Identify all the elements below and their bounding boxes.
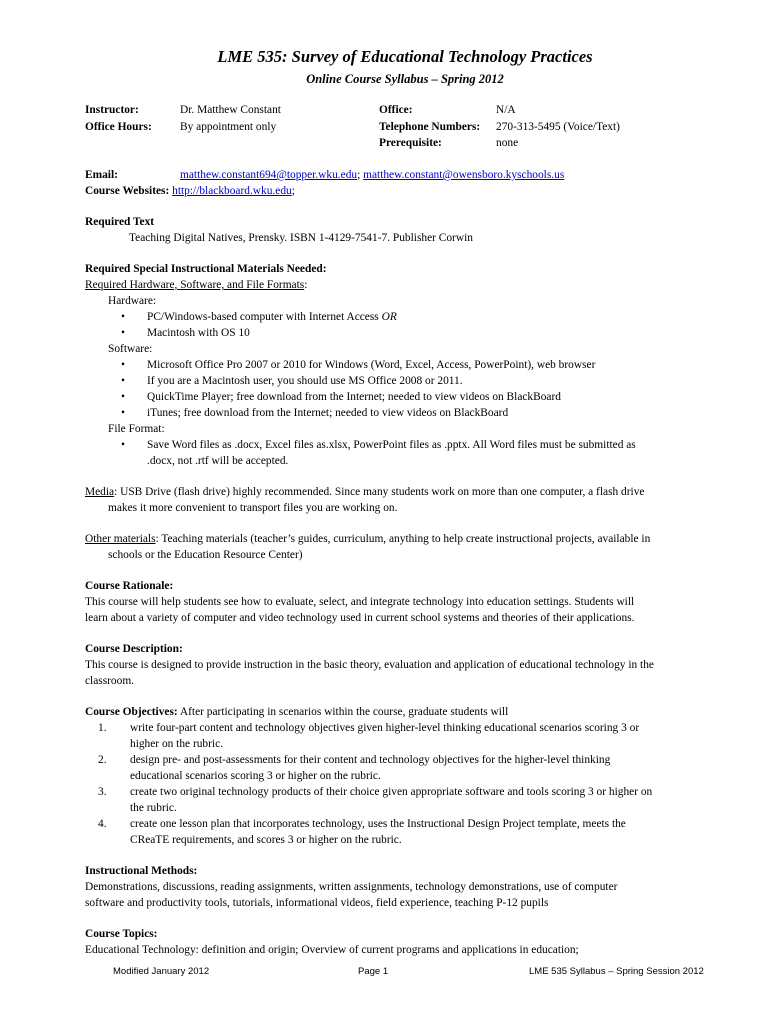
objective-line-1: create two original technology products of their choice given appropriate software and tools scoring 3 or higher on <box>130 786 653 798</box>
list-item: • Macintosh with OS 10 <box>121 325 725 341</box>
software-label: Software: <box>108 343 153 355</box>
required-text-body: Teaching Digital Natives, Prensky. ISBN 1-4129-7541-7. Publisher Corwin <box>129 232 473 244</box>
course-websites-row <box>85 183 725 199</box>
hardware-item-or: OR <box>381 311 397 323</box>
objective-line-2: CReaTE requirements, and scores 3 or higher on the rubric. <box>130 834 402 846</box>
objective-line-2: the rubric. <box>130 802 177 814</box>
prerequisite-label: Prerequisite: <box>379 137 442 149</box>
office-value: N/A <box>496 104 516 116</box>
blackboard-link[interactable]: http://blackboard.wku.edu <box>172 185 292 197</box>
telephone-label: Telephone Numbers: <box>379 121 481 133</box>
materials-section <box>85 261 725 469</box>
list-item <box>98 752 725 784</box>
methods-line-2: software and productivity tools, tutorials, informational videos, field experience, teaching P-12 pupils <box>85 897 549 909</box>
email-label: Email: <box>85 169 118 181</box>
objectives-intro: After participating in scenarios within the course, graduate students will <box>177 706 509 718</box>
topics-section <box>85 926 725 958</box>
instructor-label: Instructor: <box>85 104 139 116</box>
objectives-section <box>85 704 725 848</box>
objective-line-1: create one lesson plan that incorporates technology, uses the Instructional Design Project template, meets the <box>130 818 626 830</box>
rationale-heading: Course Rationale: <box>85 580 174 592</box>
materials-subheading: Required Hardware, Software, and File Formats <box>85 279 305 291</box>
document-subtitle: Online Course Syllabus – Spring 2012 <box>306 72 504 86</box>
file-format-label: File Format: <box>108 423 165 435</box>
office-hours-value: By appointment only <box>180 121 277 133</box>
objectives-heading: Course Objectives: <box>85 706 178 718</box>
website-suffix: ; <box>291 185 295 197</box>
list-item <box>98 816 725 848</box>
hardware-label: Hardware: <box>108 295 157 307</box>
media-line-2: makes it more convenient to transport files you are working on. <box>108 502 398 514</box>
file-format-list <box>85 437 725 469</box>
email-link-topper[interactable]: matthew.constant694@topper.wku.edu <box>180 169 358 181</box>
description-section <box>85 641 725 689</box>
objective-number: 2. <box>98 754 107 766</box>
software-list <box>85 357 725 421</box>
file-format-line-2: .docx, not .rtf will be accepted. <box>147 455 289 467</box>
objective-line-1: design pre- and post-assessments for their content and technology objectives for the higher-level thinking <box>130 754 611 766</box>
methods-line-1: Demonstrations, discussions, reading assignments, written assignments, technology demonstrations, use of computer <box>85 881 618 893</box>
prerequisite-value: none <box>496 137 519 149</box>
rationale-line-1: This course will help students see how to evaluate, select, and integrate technology into education settings. Students will <box>85 596 635 608</box>
description-line-1: This course is designed to provide instruction in the basic theory, evaluation and application of educational technology in the <box>85 659 654 671</box>
syllabus-page <box>85 46 725 958</box>
list-item <box>98 720 725 752</box>
footer-page-number: Page 1 <box>358 966 389 977</box>
objective-line-1: write four-part content and technology objectives given higher-level thinking educational scenarios scoring 3 or <box>130 722 640 734</box>
rationale-line-2: learn about a variety of computer and video technology used in current school systems and theories of their applications. <box>85 612 635 624</box>
file-format-line-1: • Save Word files as .docx, Excel files as.xlsx, PowerPoint files as .pptx. All Word files must be submitted as <box>147 439 636 451</box>
course-info-block <box>85 102 725 154</box>
required-text-heading: Required Text <box>85 216 155 228</box>
other-materials-label: Other materials <box>85 533 156 545</box>
methods-section <box>85 863 725 911</box>
email-link-owensboro[interactable]: matthew.constant@owensboro.kyschools.us <box>363 169 565 181</box>
list-item <box>121 309 725 325</box>
course-websites-label: Course Websites: <box>85 185 170 197</box>
materials-heading: Required Special Instructional Materials Needed: <box>85 263 327 275</box>
objective-number: 3. <box>98 786 107 798</box>
list-item <box>98 784 725 816</box>
rationale-section <box>85 578 725 626</box>
objective-number: 4. <box>98 818 107 830</box>
list-item <box>121 437 725 469</box>
footer-document-name: LME 535 Syllabus – Spring Session 2012 <box>529 966 704 977</box>
objectives-list <box>85 720 725 848</box>
objective-number: 1. <box>98 722 107 734</box>
page-footer <box>113 964 713 980</box>
description-heading: Course Description: <box>85 643 183 655</box>
other-materials-line-2: schools or the Education Resource Center) <box>108 549 303 561</box>
media-line-1: : USB Drive (flash drive) highly recommended. Since many students work on more than one computer, a flash drive <box>114 486 645 498</box>
list-item: • Microsoft Office Pro 2007 or 2010 for Windows (Word, Excel, Access, PowerPoint), web browser <box>121 357 725 373</box>
topics-line-1: Educational Technology: definition and origin; Overview of current programs and applications in education; <box>85 944 579 956</box>
materials-subheading-suffix: : <box>304 279 308 291</box>
office-hours-label: Office Hours: <box>85 121 152 133</box>
footer-modified-date: Modified January 2012 <box>113 966 210 977</box>
list-item: • iTunes; free download from the Internet; needed to view videos on BlackBoard <box>121 405 725 421</box>
hardware-list <box>85 309 725 341</box>
objective-line-2: higher on the rubric. <box>130 738 223 750</box>
other-materials-line-1: : Teaching materials (teacher’s guides, curriculum, anything to help create instructional projects, available in <box>155 533 651 545</box>
email-row <box>85 167 725 183</box>
document-title: LME 535: Survey of Educational Technology Practices <box>217 47 593 66</box>
instructor-value: Dr. Matthew Constant <box>180 104 281 116</box>
office-label: Office: <box>379 104 413 116</box>
list-item: • QuickTime Player; free download from the Internet; needed to view videos on BlackBoard <box>121 389 725 405</box>
email-separator: ; <box>357 169 364 181</box>
objective-line-2: educational scenarios scoring 3 or higher on the rubric. <box>130 770 381 782</box>
description-line-2: classroom. <box>85 675 135 687</box>
list-item: • If you are a Macintosh user, you should use MS Office 2008 or 2011. <box>121 373 725 389</box>
media-label: Media <box>85 486 115 498</box>
methods-heading: Instructional Methods: <box>85 865 198 877</box>
topics-heading: Course Topics: <box>85 928 158 940</box>
required-text-section <box>85 214 725 246</box>
hardware-item-pc: PC/Windows-based computer with Internet Access <box>147 311 382 323</box>
telephone-value: 270-313-5495 (Voice/Text) <box>496 121 620 133</box>
other-materials-paragraph <box>85 531 725 563</box>
media-paragraph <box>85 484 725 516</box>
